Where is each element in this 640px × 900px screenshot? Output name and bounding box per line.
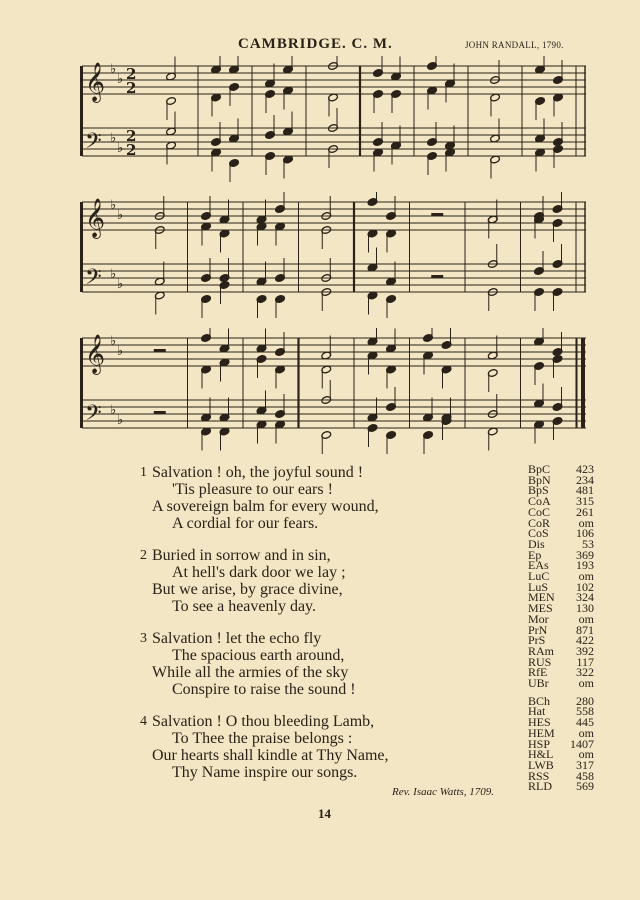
stanza-2 [140,547,522,615]
verse-line: At hell's dark door we lay ; [172,564,346,581]
hymnal-number: 458 [576,768,594,783]
hymnal-code: HSP [528,736,551,751]
tune-title: CAMBRIDGE. C. M. [238,36,393,52]
reference-row [528,781,594,792]
svg-text:𝄢: 𝄢 [85,401,102,431]
stanza-3 [140,630,522,698]
hymnal-code: BpS [528,483,549,498]
svg-text:♭: ♭ [110,131,117,146]
svg-text:♭: ♭ [117,277,124,292]
hymnal-code: LWB [528,757,554,772]
hymnal-code: LuC [528,569,550,584]
stanza-number: 4 [140,714,147,729]
hymnal-number: 569 [576,779,594,794]
hymnal-number: 324 [576,590,594,605]
svg-text:♭: ♭ [117,344,124,359]
music-system-2 [78,192,588,318]
hymnal-number: 422 [576,633,594,648]
verse-line: Our hearts shall kindle at Thy Name, [152,747,389,764]
hymnal-references [528,464,594,799]
verse-line: Buried in sorrow and in sin, [152,547,331,564]
hymnal-number: 261 [576,504,594,519]
reference-group [528,693,594,794]
hymnal-code: RAm [528,643,555,658]
svg-text:𝄞: 𝄞 [85,334,106,374]
stanza-number: 2 [140,548,147,563]
stanza-number: 1 [140,465,147,480]
verse-line: The spacious earth around, [172,647,345,664]
music-staff-svg [78,328,588,454]
hymnal-code: Hat [528,704,546,719]
hymnal-number: om [578,569,594,584]
svg-text:♭: ♭ [110,198,117,213]
hymnal-code: RLD [528,779,552,794]
reference-row [528,678,594,689]
svg-text:♭: ♭ [110,334,117,349]
hymnal-number: 193 [576,558,594,573]
hymnal-code: MEN [528,590,555,605]
hymnal-number: 234 [576,472,594,487]
hymnal-number: 317 [576,757,594,772]
music-staff-svg [78,56,588,182]
hymnal-code: BpC [528,462,551,476]
stanza-number: 3 [140,631,147,646]
stanza-4 [140,713,522,781]
verse-line: Thy Name inspire our songs. [172,764,358,781]
verse-line: To Thee the praise belongs : [172,730,353,747]
hymnal-number: 558 [576,704,594,719]
hymnal-number: 53 [582,536,594,551]
hymnal-code: CoC [528,504,551,519]
verse-line: To see a heavenly day. [172,598,316,615]
reference-group [528,464,594,689]
hymnal-number: om [578,747,594,762]
hymnal-code: RSS [528,768,550,783]
stanza-1 [140,464,522,532]
hymn-text [140,464,522,796]
svg-text:2: 2 [126,79,137,97]
svg-text:♭: ♭ [117,141,124,156]
svg-text:♭: ♭ [117,413,124,428]
hymnal-number: 369 [576,547,594,562]
verse-line: Salvation ! oh, the joyful sound ! [152,464,364,481]
verse-line: While all the armies of the sky [152,664,349,681]
svg-text:♭: ♭ [117,208,124,223]
hymnal-code: CoR [528,515,551,530]
verse-line: Salvation ! O thou bleeding Lamb, [152,713,375,730]
hymnal-number: 392 [576,643,594,658]
svg-text:♭: ♭ [110,267,117,282]
hymnal-number: om [578,676,594,691]
svg-text:♭: ♭ [110,62,117,77]
svg-text:2: 2 [126,127,137,145]
svg-text:𝄞: 𝄞 [85,198,106,238]
hymnal-number: om [578,611,594,626]
header [0,36,640,56]
hymnal-code: EAs [528,558,549,573]
svg-text:𝄞: 𝄞 [85,62,106,102]
verse-line: A sovereign balm for every wound, [152,498,379,515]
hymnal-code: Mor [528,611,549,626]
verse-line: Conspire to raise the sound ! [172,681,356,698]
hymnal-code: BCh [528,693,551,708]
hymnal-code: RfE [528,665,548,680]
music-system-3 [78,328,588,454]
hymnal-code: CoA [528,494,551,509]
hymnal-code: Dis [528,536,545,551]
verse-line: But we arise, by grace divine, [152,581,343,598]
hymnal-number: 481 [576,483,594,498]
music-system-1 [78,56,588,182]
hymnal-code: HEM [528,725,555,740]
verse-line: A cordial for our fears. [172,515,319,532]
hymnal-code: MES [528,601,553,616]
verse-line: Salvation ! let the echo fly [152,630,322,647]
hymnal-number: 315 [576,494,594,509]
hymnal-code: BpN [528,472,551,487]
hymnal-number: 130 [576,601,594,616]
hymnal-number: 423 [576,462,594,476]
hymnal-code: UBr [528,676,549,691]
composer-credit: JOHN RANDALL, 1790. [465,40,564,50]
hymnal-number: om [578,725,594,740]
hymnal-number: 280 [576,693,594,708]
hymnal-code: H&L [528,747,554,762]
hymnal-number: 1407 [570,736,594,751]
hymnal-number: 871 [576,622,594,637]
svg-text:♭: ♭ [117,72,124,87]
svg-text:2: 2 [126,141,137,159]
hymnal-number: om [578,515,594,530]
svg-text:𝄢: 𝄢 [85,265,102,295]
svg-text:♭: ♭ [110,403,117,418]
verse-line: 'Tis pleasure to our ears ! [172,481,333,498]
hymnal-code: PrS [528,633,546,648]
hymnal-number: 322 [576,665,594,680]
svg-text:𝄢: 𝄢 [85,129,102,159]
hymnal-code: HES [528,715,551,730]
hymnal-code: Ep [528,547,542,562]
hymnal-number: 102 [576,579,594,594]
hymnal-code: LuS [528,579,549,594]
hymnal-number: 445 [576,715,594,730]
music-staff-svg [78,192,588,318]
hymnal-number: 117 [576,654,594,669]
hymnal-number: 106 [576,526,594,541]
hymnal-code: PrN [528,622,548,637]
hymnal-code: CoS [528,526,549,541]
page-number: 14 [318,806,331,821]
hymnal-code: RUS [528,654,552,669]
svg-text:2: 2 [126,65,137,83]
hymn-author: Rev. Isaac Watts, 1709. [392,786,495,798]
